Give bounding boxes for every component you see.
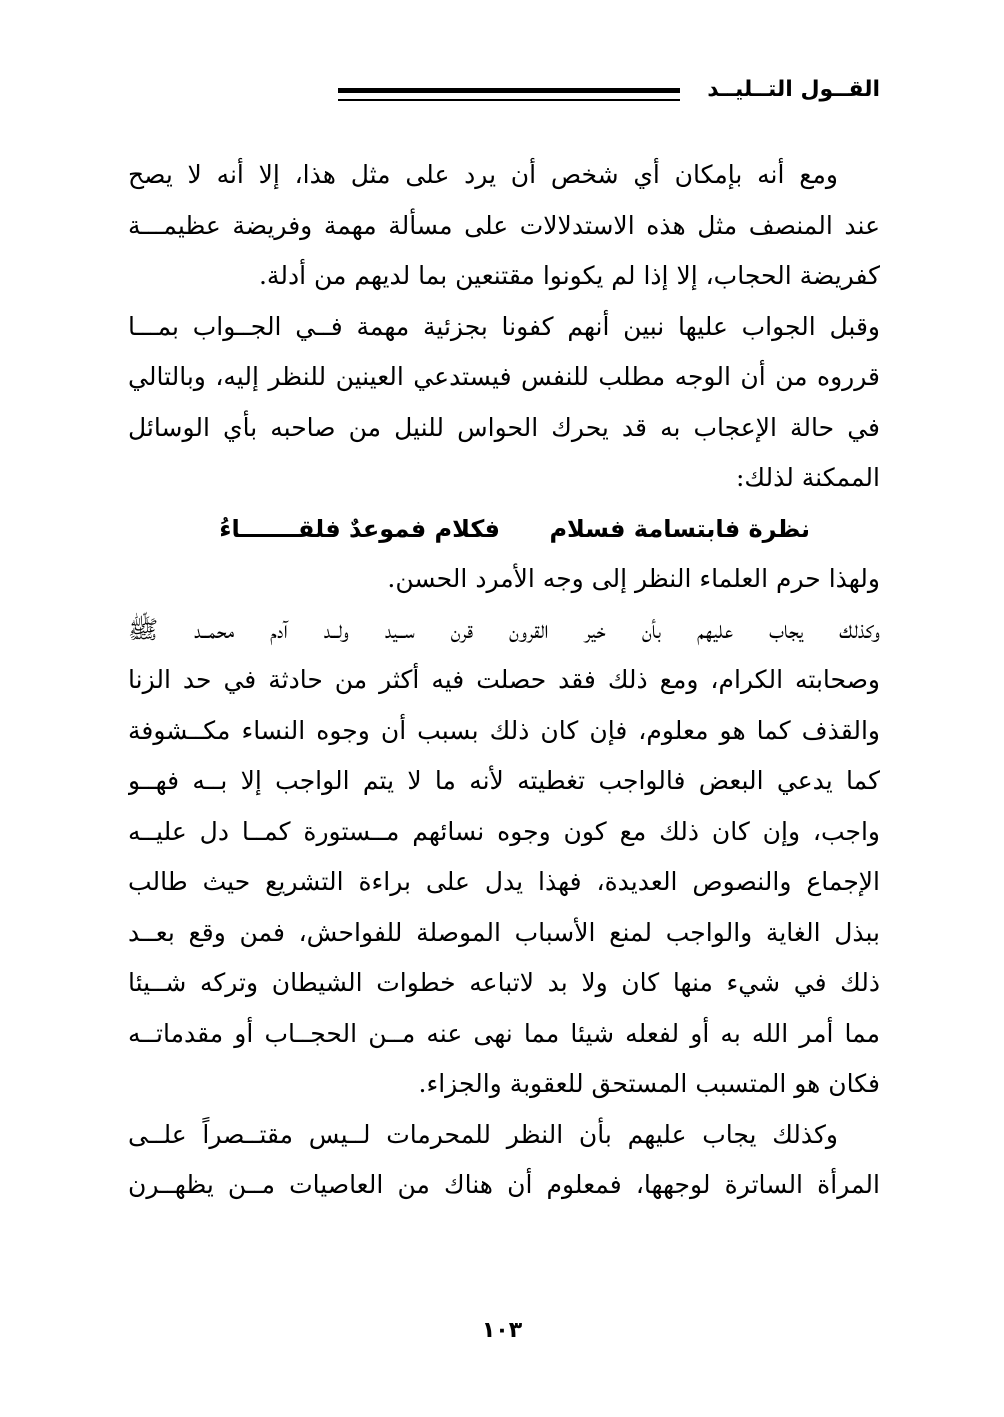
text-line: كفريضة الحجاب، إلا إذا لم يكونوا مقتنعين بما لديهم من أدلة.	[258, 261, 880, 290]
text-line: فكان هو المتسبب المستحق للعقوبة والجزاء.	[418, 1069, 880, 1098]
text-line: ولهذا حرم العلماء النظر إلى وجه الأمرد الحسن.	[387, 564, 880, 593]
verse-first-hemistich: نظرة فابتسامة فسلام	[549, 514, 810, 543]
text-line: وكذلك يجاب عليهم بأن النظر للمحرمات لــيس مقتــصراً علــى	[128, 1119, 838, 1149]
text-line: كما يدعي البعض فالواجب تغطيته لأنه ما لا يتم الواجب إلا بــه فهــو	[128, 766, 880, 795]
header-rule	[338, 88, 680, 101]
text-line: في حالة الإعجاب به قد يحرك الحواس للنيل من صاحبه بأي الوسائل	[128, 412, 880, 442]
text-line: قرروه من أن الوجه مطلب للنفس فيستدعي العينين للنظر إليه، وبالتالي	[128, 362, 880, 391]
text-line: وصحابته الكرام، ومع ذلك فقد حصلت فيه أكثر من حادثة في حد الزنا	[128, 665, 880, 694]
page-number: ١٠٣	[481, 1318, 523, 1343]
text-line: الممكنة لذلك:	[735, 463, 880, 492]
body-text	[128, 150, 880, 1211]
text-line: الإجماع والنصوص العديدة، فهذا يدل على براءة التشريع حيث طالب	[128, 867, 880, 896]
text-line: ببذل الغاية والواجب لمنع الأسباب الموصلة للفواحش، فمن وقع بعــد	[128, 917, 880, 947]
text-line: واجب، وإن كان ذلك مع كون وجوه نسائهم مــستورة كمــا دل عليــه	[128, 816, 880, 846]
text-line: ذلك في شيء منها كان ولا بد لاتباعه خطوات الشيطان وتركه شــيئا	[128, 968, 880, 997]
text-line: المرأة الساترة لوجهها، فمعلوم أن هناك من العاصيات مــن يظهــرن	[128, 1170, 880, 1199]
poetry-verse	[128, 504, 880, 555]
text-line: وكذلك يجاب عليهم بأن خير القرون قرن ســيد ولــد آدم محمــد ﷺ	[128, 614, 880, 644]
text-line: عند المنصف مثل هذه الاستدلالات على مسألة مهمة وفريضة عظيمـــة	[128, 210, 880, 240]
verse-second-hemistich: فكلام فموعدٌ فلقـــــــاءُ	[219, 514, 500, 543]
text-line: وقبل الجواب عليها نبين أنهم كفونا بجزئية مهمة فــي الجــواب بمـــا	[128, 311, 880, 341]
text-line: والقذف كما هو معلوم، فإن كان ذلك بسبب أن وجوه النساء مكــشوفة	[128, 715, 880, 745]
text-line: مما أمر الله به أو لفعله شيئا مما نهى عنه مــن الحجــاب أو مقدماتــه	[128, 1018, 880, 1048]
text-line: ومع أنه بإمكان أي شخص أن يرد على مثل هذا، إلا أنه لا يصح	[128, 160, 838, 189]
page-header	[128, 72, 880, 112]
book-title: القــول التــليــد	[707, 77, 880, 102]
